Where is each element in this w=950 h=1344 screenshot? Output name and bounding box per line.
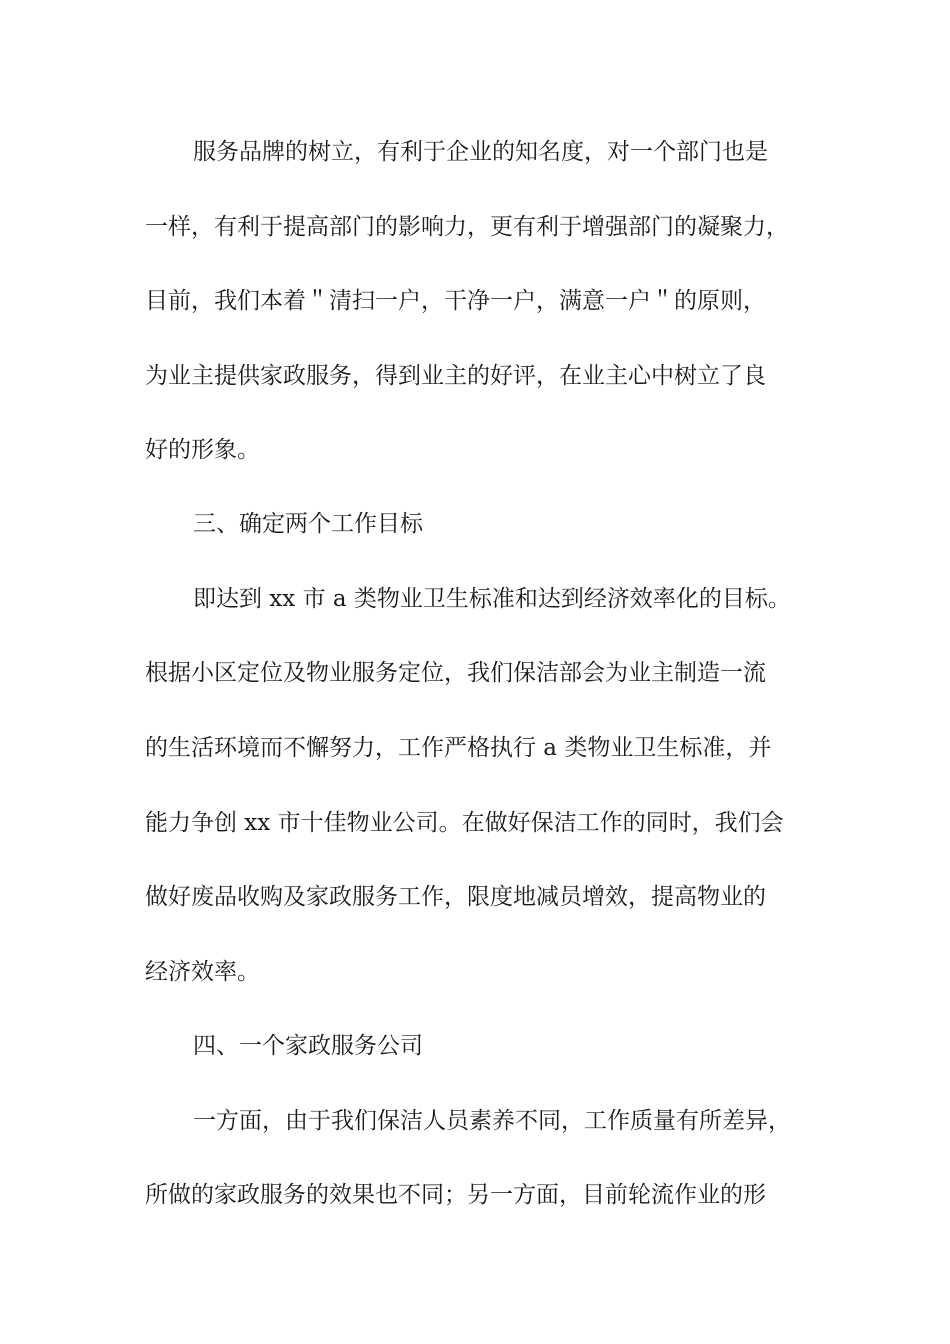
paragraph-line: 即达到 xx 市 a 类物业卫生标准和达到经济效率化的目标。: [193, 586, 791, 612]
section-heading: 四、一个家政服务公司: [193, 1033, 423, 1059]
paragraph-line: 一样，有利于提高部门的影响力，更有利于增强部门的凝聚力，: [145, 214, 789, 240]
paragraph-line: 服务品牌的树立，有利于企业的知名度，对一个部门也是: [193, 139, 768, 165]
paragraph-line: 的生活环境而不懈努力，工作严格执行 a 类物业卫生标准，并: [145, 735, 772, 761]
paragraph-line: 目前，我们本着＂清扫一户，干净一户，满意一户＂的原则，: [145, 288, 766, 314]
paragraph-line: 根据小区定位及物业服务定位，我们保洁部会为业主制造一流: [145, 660, 766, 686]
paragraph-line: 做好废品收购及家政服务工作，限度地减员增效，提高物业的: [145, 884, 766, 910]
paragraph-line: 为业主提供家政服务，得到业主的好评，在业主心中树立了良: [145, 363, 766, 389]
paragraph-line: 所做的家政服务的效果也不同；另一方面，目前轮流作业的形: [145, 1182, 766, 1208]
paragraph-line: 一方面，由于我们保洁人员素养不同，工作质量有所差异，: [193, 1108, 791, 1134]
paragraph-line: 经济效率。: [145, 959, 260, 985]
section-heading: 三、确定两个工作目标: [193, 511, 423, 537]
paragraph-line: 能力争创 xx 市十佳物业公司。在做好保洁工作的同时，我们会: [145, 810, 784, 836]
paragraph-line: 好的形象。: [145, 437, 260, 463]
